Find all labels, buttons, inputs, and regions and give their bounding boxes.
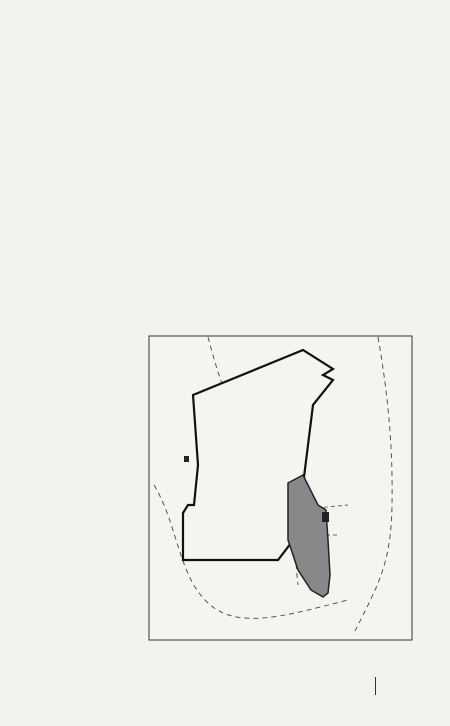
jerusalem-old-city-map bbox=[148, 335, 413, 641]
footer-separator bbox=[375, 677, 376, 695]
dung-gate-marker bbox=[322, 512, 329, 522]
christian-quarter-marker bbox=[184, 456, 189, 462]
